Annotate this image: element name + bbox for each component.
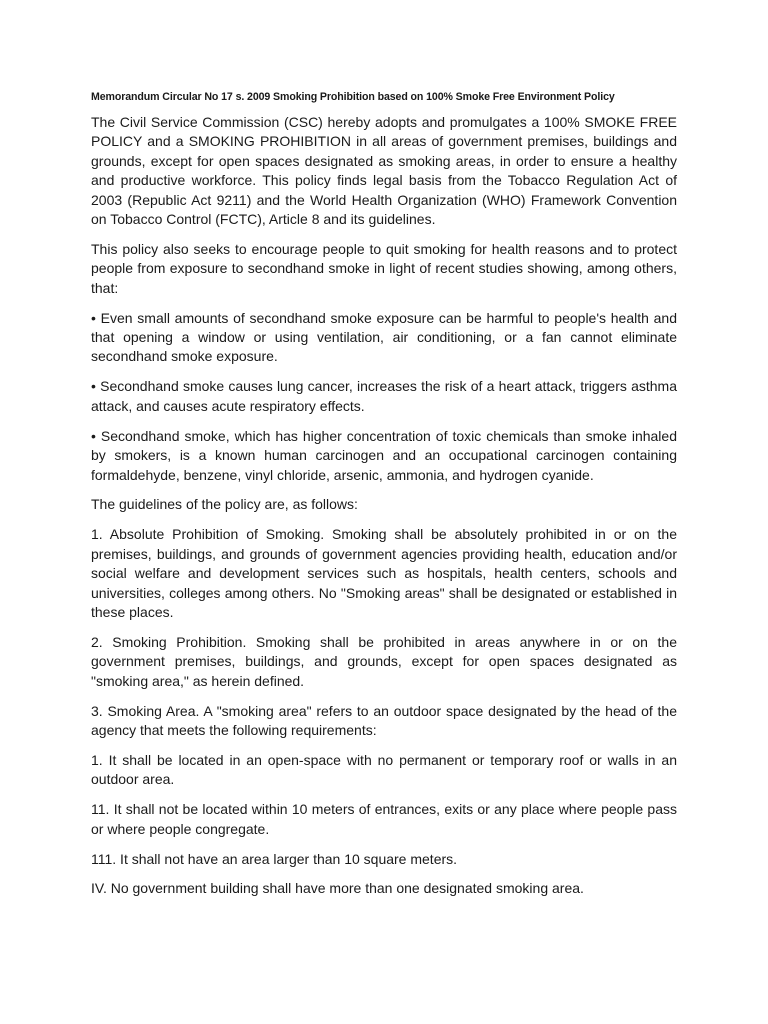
bullet-toxic-chemicals: • Secondhand smoke, which has higher concentration of toxic chemicals than smoke inhaled by smokers, is a known human carcinogen and an occupational carcinogen containing formaldehyde, benzene, vinyl chloride, arsenic, ammonia, and hydrogen cyanide. (91, 427, 677, 483)
bullet-lung-cancer: • Secondhand smoke causes lung cancer, increases the risk of a heart attack, triggers asthma attack, and causes acute respiratory effects. (91, 378, 677, 414)
guideline-absolute-prohibition: 1. Absolute Prohibition of Smoking. Smoking shall be absolutely prohibited in or on the premises, buildings, and grounds of government agencies providing health, education and/or social welfare and development services such as hospitals, health centers, schools and universities, colleges among others. No "Smoking areas" shall be designated or established in these places. (91, 526, 677, 620)
document-title: Memorandum Circular No 17 s. 2009 Smoking Prohibition based on 100% Smoke Free Environment Policy (91, 91, 615, 103)
requirement-open-space: 1. It shall be located in an open-space with no permanent or temporary roof or walls in an outdoor area. (91, 751, 677, 788)
requirement-area-size: 111. It shall not have an area larger than 10 square meters. (91, 850, 458, 867)
bullet-secondhand-exposure: • Even small amounts of secondhand smoke exposure can be harmful to people's health and that opening a window or using ventilation, air conditioning, or a fan cannot eliminate secondhand smoke exposure. (91, 309, 677, 365)
requirement-distance: 11. It shall not be located within 10 meters of entrances, exits or any place where people pass or where people congregate. (91, 801, 677, 837)
document-page (91, 90, 677, 909)
requirement-one-area: IV. No government building shall have more than one designated smoking area. (91, 880, 584, 897)
guideline-smoking-area: 3. Smoking Area. A "smoking area" refers to an outdoor space designated by the head of the agency that meets the following requirements: (91, 702, 677, 738)
paragraph-intro: The Civil Service Commission (CSC) hereby adopts and promulgates a 100% SMOKE FREE POLICY and a SMOKING PROHIBITION in all areas of government premises, buildings and grounds, except for open spaces designated as smoking areas, in order to ensure a healthy and productive workforce. This policy finds legal basis from the Tobacco Regulation Act of 2003 (Republic Act 9211) and the World Health Organization (WHO) Framework Convention on Tobacco Control (FCTC), Article 8 and its guidelines. (91, 114, 677, 228)
paragraph-guidelines-intro: The guidelines of the policy are, as follows: (91, 496, 358, 513)
paragraph-purpose: This policy also seeks to encourage people to quit smoking for health reasons and to protect people from exposure to secondhand smoke in light of recent studies showing, among others, that: (91, 240, 677, 296)
guideline-smoking-prohibition: 2. Smoking Prohibition. Smoking shall be prohibited in areas anywhere in or on the government premises, buildings, and grounds, except for open spaces designated as "smoking area," as herein defined. (91, 633, 677, 689)
